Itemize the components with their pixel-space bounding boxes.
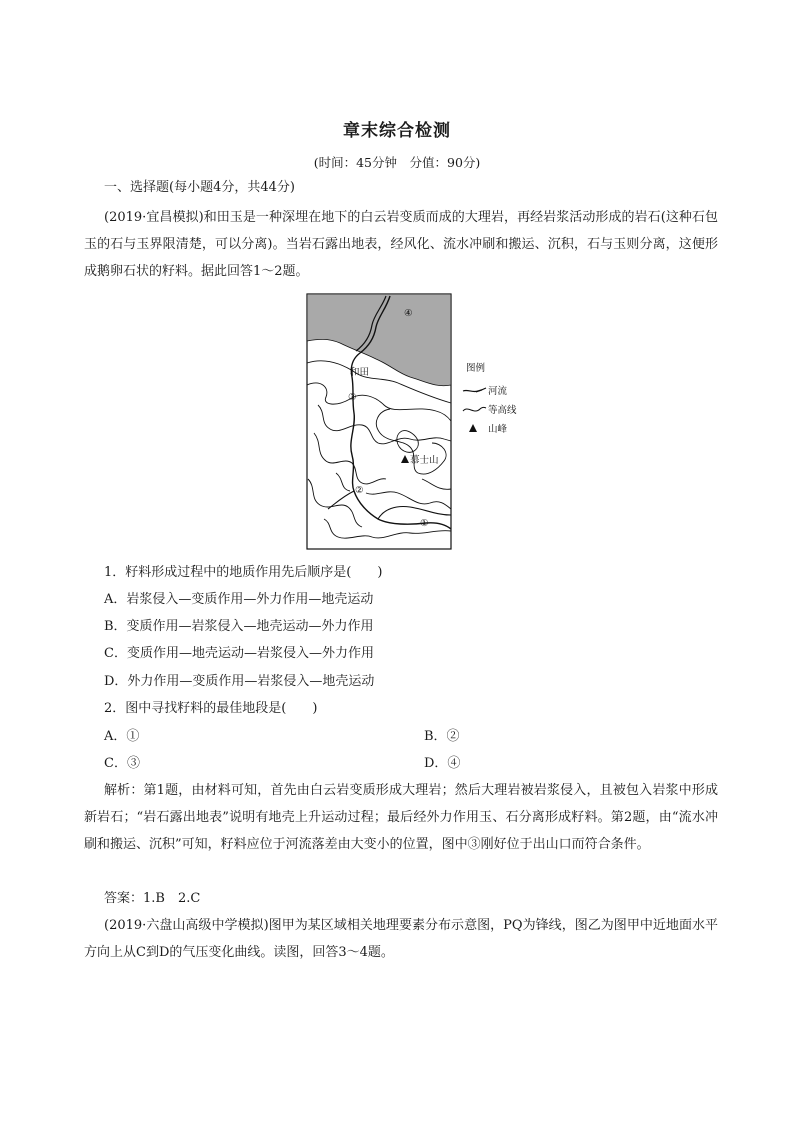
question-1-option-d: D．外力作用—变质作用—岩浆侵入—地壳运动 xyxy=(104,674,375,689)
question-2-option-b: B．② xyxy=(424,729,460,744)
legend-contour-label: 等高线 xyxy=(488,405,517,416)
legend-river-label: 河流 xyxy=(488,386,508,397)
marker-2: ② xyxy=(355,485,364,496)
question-2-option-a: A．① xyxy=(104,729,140,744)
legend-contour-symbol xyxy=(463,407,486,411)
legend-peak-label: 山峰 xyxy=(488,424,508,435)
page-title: 章末综合检测 xyxy=(343,121,451,141)
legend-title: 图例 xyxy=(466,363,486,374)
marker-3: ③ xyxy=(348,392,357,403)
legend-peak-symbol xyxy=(469,424,477,432)
question-1-option-b: B．变质作用—岩浆侵入—地壳运动—外力作用 xyxy=(104,619,374,634)
section-heading: 一、选择题(每小题4分，共44分) xyxy=(104,180,295,195)
map-figure xyxy=(306,293,532,551)
label-hetian: 和田 xyxy=(350,367,370,378)
question-2-option-d: D．④ xyxy=(424,756,461,771)
map-legend xyxy=(463,362,517,435)
question-1-option-a: A．岩浆侵入—变质作用—外力作用—地壳运动 xyxy=(104,592,374,607)
question-1-option-c: C．变质作用—地壳运动—岩浆侵入—外力作用 xyxy=(104,646,374,661)
marker-1: ① xyxy=(420,518,429,529)
page-subtitle: (时间：45分钟 分值：90分) xyxy=(313,155,481,170)
label-mountain: 慕士山 xyxy=(410,455,439,466)
answer-line: 答案：1.B 2.C xyxy=(104,891,201,906)
intro-paragraph-1: (2019·宜昌模拟)和田玉是一种深埋在地下的白云岩变质而成的大理岩，再经岩浆活动形成的岩石(这种石包玉的石与玉界限清楚，可以分离)。当岩石露出地表，经风化、流水冲刷和搬运、沉积，石与玉则分离，这便形成鹅卵石状的籽料。据此回答1～2题。 xyxy=(84,210,718,279)
intro-paragraph-2: (2019·六盘山高级中学模拟)图甲为某区域相关地理要素分布示意图，PQ为锋线，图乙为图甲中近地面水平方向上从C到D的气压变化曲线。读图，回答3～4题。 xyxy=(84,918,718,960)
map-svg xyxy=(306,293,532,551)
question-2-option-c: C．③ xyxy=(104,756,140,771)
analysis-paragraph: 解析：第1题，由材料可知，首先由白云岩变质形成大理岩；然后大理岩被岩浆侵入，且被包入岩浆中形成新岩石；“岩石露出地表”说明有地壳上升运动过程；最后经外力作用玉、石分离形成籽料。第2题，由“流水冲刷和搬运、沉积”可知，籽料应位于河流落差由大变小的位置，图中③刚好位于出山口而符合条件。 xyxy=(84,783,718,852)
question-1-stem: 1．籽料形成过程中的地质作用先后顺序是( ) xyxy=(104,565,383,580)
question-2-stem: 2．图中寻找籽料的最佳地段是( ) xyxy=(104,701,318,716)
marker-4: ④ xyxy=(404,308,413,319)
legend-river-symbol xyxy=(463,388,486,392)
